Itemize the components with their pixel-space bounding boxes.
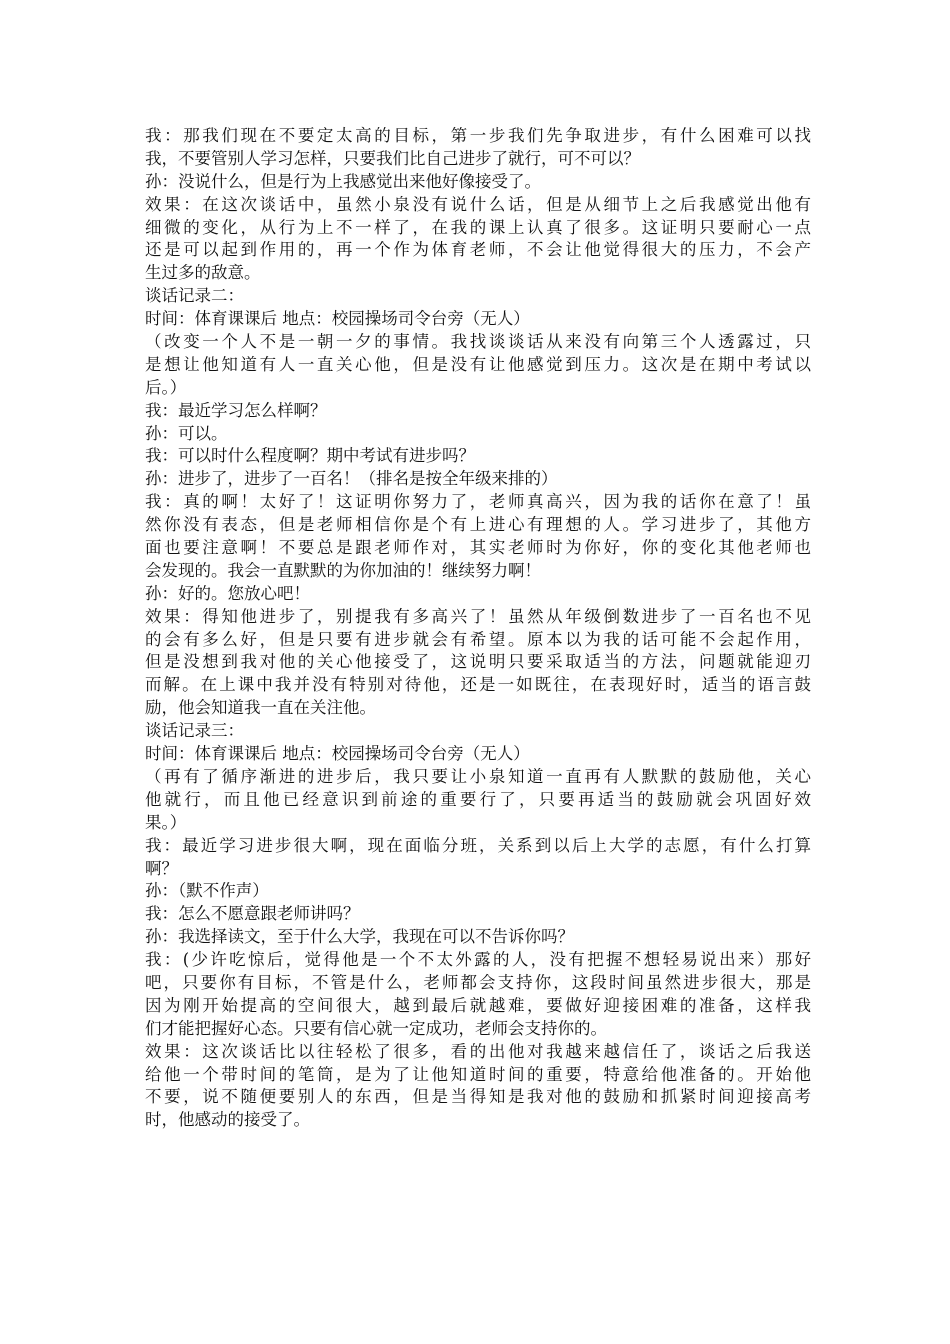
text-line: 时，他感动的接受了。 [145,1110,310,1130]
text-line: 生过多的敌意。 [145,263,261,283]
text-line: 而解。在上课中我并没有特别对待他，还是一如既往，在表现好时，适当的语言鼓 [145,675,811,695]
text-line: 但是没想到我对他的关心他接受了，这说明只要采取适当的方法，问题就能迎刃 [145,652,811,672]
text-line: 我：真的啊！太好了！这证明你努力了，老师真高兴，因为我的话你在意了！虽 [145,492,811,512]
text-line: 给他一个带时间的笔筒，是为了让他知道时间的重要，特意给他准备的。开始他 [145,1064,811,1084]
text-line: 我，不要管别人学习怎样，只要我们比自己进步了就行，可不可以？ [145,148,640,168]
text-line: 然你没有表态，但是老师相信你是个有上进心有理想的人。学习进步了，其他方 [145,515,811,535]
text-line: 我：怎么不愿意跟老师讲吗？ [145,904,360,924]
text-line: 后。） [145,377,187,397]
text-line: 效果：在这次谈话中，虽然小泉没有说什么话，但是从细节上之后我感觉出他有 [145,194,811,214]
text-line: 我：可以时什么程度啊？期中考试有进步吗？ [145,446,475,466]
text-line: 效果：这次谈话比以往轻松了很多，看的出他对我越来越信任了，谈话之后我送 [145,1041,811,1061]
text-line: 的会有多么好，但是只要有进步就会有希望。原本以为我的话可能不会起作用， [145,629,811,649]
text-line: （再有了循序渐进的进步后，我只要让小泉知道一直再有人默默的鼓励他，关心 [145,766,811,786]
text-line: 孙：我选择读文，至于什么大学，我现在可以不告诉你吗？ [145,927,574,947]
text-line: 孙：没说什么，但是行为上我感觉出来他好像接受了。 [145,171,541,191]
text-line: 谈话记录三： [145,721,244,741]
text-line: 孙：好的。您放心吧！ [145,583,310,603]
text-line: 我：最近学习怎么样啊？ [145,400,327,420]
text-line: 不要，说不随便要别人的东西，但是当得知是我对他的鼓励和抓紧时间迎接高考 [145,1087,811,1107]
text-line: 励，他会知道我一直在关注他。 [145,698,376,718]
text-line: 还是可以起到作用的，再一个作为体育老师，不会让他觉得很大的压力，不会产 [145,240,811,260]
text-line: 我：那我们现在不要定太高的目标，第一步我们先争取进步，有什么困难可以找 [145,126,811,145]
text-line: 啊？ [145,858,178,878]
text-line: 孙：（默不作声） [145,881,269,901]
text-line: 我：(少许吃惊后，觉得他是一个不太外露的人，没有把握不想轻易说出来）那好 [145,950,811,970]
text-line: 果。） [145,812,187,832]
text-line: 会发现的。我会一直默默的为你加油的！继续努力啊！ [145,560,541,580]
text-line: 他就行，而且他已经意识到前途的重要行了，只要再适当的鼓励就会巩固好效 [145,789,811,809]
text-line: （改变一个人不是一朝一夕的事情。我找谈谈话从来没有向第三个人透露过，只 [145,332,811,352]
text-line: 们才能把握好心态。只要有信心就一定成功，老师会支持你的。 [145,1018,607,1038]
document-body [145,125,811,1132]
text-line: 时间：体育课课后 地点：校园操场司令台旁（无人） [145,744,530,764]
text-line: 吧，只要你有目标，不管是什么，老师都会支持你，这段时间虽然进步很大，那是 [145,972,811,992]
text-line: 我：最近学习进步很大啊，现在面临分班，关系到以后上大学的志愿，有什么打算 [145,835,811,855]
text-line: 面也要注意啊！不要总是跟老师作对，其实老师时为你好，你的变化其他老师也 [145,538,811,558]
text-line: 时间：体育课课后 地点：校园操场司令台旁（无人） [145,309,530,329]
text-line: 孙：进步了，进步了一百名！（排名是按全年级来排的） [145,469,558,489]
text-line: 因为刚开始提高的空间很大，越到最后就越难，要做好迎接困难的准备，这样我 [145,995,811,1015]
text-line: 细微的变化，从行为上不一样了，在我的课上认真了很多。这证明只要耐心一点 [145,217,811,237]
text-line: 效果：得知他进步了，别提我有多高兴了！虽然从年级倒数进步了一百名也不见 [145,606,811,626]
text-line: 孙：可以。 [145,423,228,443]
text-line: 谈话记录二： [145,286,244,306]
text-line: 是想让他知道有人一直关心他，但是没有让他感觉到压力。这次是在期中考试以 [145,354,811,374]
